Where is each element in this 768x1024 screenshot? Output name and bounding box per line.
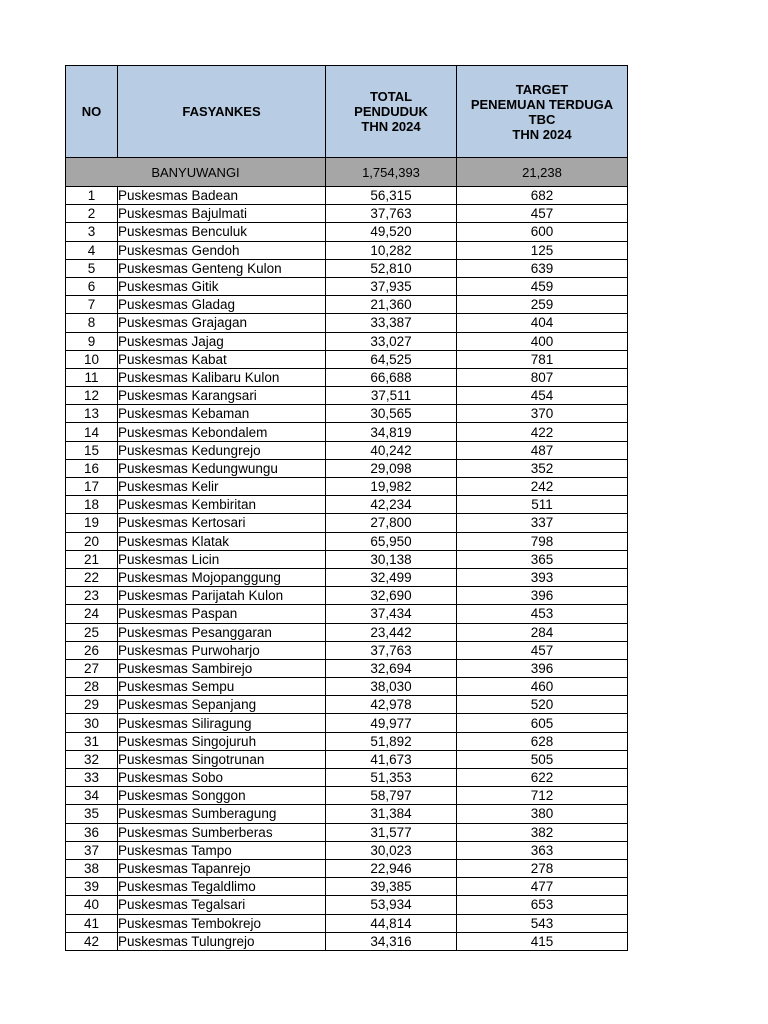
table-row [66,459,628,477]
row-fasyankes: Puskesmas Sepanjang [118,696,326,714]
row-no: 36 [66,823,118,841]
table-row [66,296,628,314]
row-fasyankes: Puskesmas Tegalsari [118,896,326,914]
row-total-penduduk: 58,797 [326,787,457,805]
table-row [66,478,628,496]
row-fasyankes: Puskesmas Kabat [118,350,326,368]
row-no: 27 [66,659,118,677]
row-total-penduduk: 51,353 [326,769,457,787]
table-row [66,659,628,677]
row-target: 605 [457,714,628,732]
header-fasyankes: FASYANKES [118,66,326,158]
row-total-penduduk: 52,810 [326,259,457,277]
row-total-penduduk: 49,520 [326,223,457,241]
row-target: 415 [457,932,628,950]
row-fasyankes: Puskesmas Gladag [118,296,326,314]
table-row [66,714,628,732]
row-target: 682 [457,187,628,205]
row-no: 3 [66,223,118,241]
table-row [66,332,628,350]
header-no: NO [66,66,118,158]
row-no: 15 [66,441,118,459]
table-row [66,277,628,295]
row-no: 1 [66,187,118,205]
row-no: 33 [66,769,118,787]
row-total-penduduk: 49,977 [326,714,457,732]
summary-total-penduduk: 1,754,393 [326,158,457,187]
facility-rows [66,187,628,951]
row-no: 14 [66,423,118,441]
summary-target: 21,238 [457,158,628,187]
row-no: 24 [66,605,118,623]
row-no: 40 [66,896,118,914]
row-fasyankes: Puskesmas Kembiritan [118,496,326,514]
table-row [66,787,628,805]
row-total-penduduk: 29,098 [326,459,457,477]
table-row [66,750,628,768]
row-total-penduduk: 44,814 [326,914,457,932]
row-fasyankes: Puskesmas Tulungrejo [118,932,326,950]
table-row [66,423,628,441]
table-row [66,914,628,932]
row-fasyankes: Puskesmas Kebondalem [118,423,326,441]
summary-row [66,158,628,187]
table-row [66,641,628,659]
row-no: 16 [66,459,118,477]
row-total-penduduk: 37,935 [326,277,457,295]
row-target: 242 [457,478,628,496]
row-target: 382 [457,823,628,841]
row-fasyankes: Puskesmas Grajagan [118,314,326,332]
row-no: 7 [66,296,118,314]
row-no: 26 [66,641,118,659]
row-target: 259 [457,296,628,314]
row-target: 404 [457,314,628,332]
row-target: 400 [457,332,628,350]
row-fasyankes: Puskesmas Sempu [118,678,326,696]
row-total-penduduk: 23,442 [326,623,457,641]
table-row [66,568,628,586]
table-row [66,805,628,823]
row-target: 505 [457,750,628,768]
row-target: 460 [457,678,628,696]
row-fasyankes: Puskesmas Singojuruh [118,732,326,750]
table-row [66,259,628,277]
row-total-penduduk: 40,242 [326,441,457,459]
table-row [66,605,628,623]
row-no: 34 [66,787,118,805]
row-target: 393 [457,568,628,586]
table-row [66,623,628,641]
row-fasyankes: Puskesmas Kalibaru Kulon [118,368,326,386]
row-no: 21 [66,550,118,568]
row-no: 6 [66,277,118,295]
row-no: 9 [66,332,118,350]
row-total-penduduk: 37,763 [326,205,457,223]
table-row [66,896,628,914]
table-row [66,496,628,514]
row-total-penduduk: 64,525 [326,350,457,368]
table-row [66,823,628,841]
row-target: 125 [457,241,628,259]
row-no: 17 [66,478,118,496]
row-no: 42 [66,932,118,950]
table-row [66,532,628,550]
row-no: 23 [66,587,118,605]
table-row [66,387,628,405]
row-fasyankes: Puskesmas Kebaman [118,405,326,423]
row-target: 453 [457,605,628,623]
header-target-line: THN 2024 [512,126,572,142]
row-target: 520 [457,696,628,714]
row-no: 32 [66,750,118,768]
row-target: 457 [457,205,628,223]
tbc-target-table [65,65,628,951]
row-total-penduduk: 37,511 [326,387,457,405]
row-target: 600 [457,223,628,241]
row-target: 370 [457,405,628,423]
row-no: 12 [66,387,118,405]
row-fasyankes: Puskesmas Kelir [118,478,326,496]
header-row [66,66,628,158]
row-target: 457 [457,641,628,659]
row-target: 396 [457,587,628,605]
row-total-penduduk: 34,316 [326,932,457,950]
row-no: 25 [66,623,118,641]
row-total-penduduk: 32,694 [326,659,457,677]
header-total-penduduk-line: THN 2024 [361,119,421,134]
row-target: 396 [457,659,628,677]
row-no: 37 [66,841,118,859]
row-target: 628 [457,732,628,750]
table-row [66,205,628,223]
row-target: 352 [457,459,628,477]
row-target: 365 [457,550,628,568]
row-total-penduduk: 66,688 [326,368,457,386]
row-total-penduduk: 37,434 [326,605,457,623]
row-total-penduduk: 65,950 [326,532,457,550]
header-target [457,66,628,158]
table-row [66,678,628,696]
table-row [66,769,628,787]
row-total-penduduk: 34,819 [326,423,457,441]
row-target: 543 [457,914,628,932]
row-no: 30 [66,714,118,732]
table-row [66,441,628,459]
row-fasyankes: Puskesmas Klatak [118,532,326,550]
table-row [66,241,628,259]
table-row [66,350,628,368]
row-target: 798 [457,532,628,550]
row-total-penduduk: 31,384 [326,805,457,823]
row-total-penduduk: 30,138 [326,550,457,568]
row-fasyankes: Puskesmas Pesanggaran [118,623,326,641]
header-target-line: TBC [528,111,556,127]
row-fasyankes: Puskesmas Parijatah Kulon [118,587,326,605]
header-target-line: TARGET [515,81,569,97]
row-fasyankes: Puskesmas Gendoh [118,241,326,259]
row-target: 278 [457,859,628,877]
row-total-penduduk: 27,800 [326,514,457,532]
row-total-penduduk: 39,385 [326,878,457,896]
row-fasyankes: Puskesmas Purwoharjo [118,641,326,659]
row-total-penduduk: 31,577 [326,823,457,841]
row-fasyankes: Puskesmas Licin [118,550,326,568]
row-target: 477 [457,878,628,896]
row-target: 511 [457,496,628,514]
row-total-penduduk: 37,763 [326,641,457,659]
row-fasyankes: Puskesmas Sumberagung [118,805,326,823]
row-total-penduduk: 32,499 [326,568,457,586]
row-fasyankes: Puskesmas Tegaldlimo [118,878,326,896]
row-no: 38 [66,859,118,877]
row-fasyankes: Puskesmas Mojopanggung [118,568,326,586]
row-fasyankes: Puskesmas Badean [118,187,326,205]
row-target: 781 [457,350,628,368]
row-target: 284 [457,623,628,641]
table-row [66,550,628,568]
row-total-penduduk: 41,673 [326,750,457,768]
table-row [66,932,628,950]
row-fasyankes: Puskesmas Bajulmati [118,205,326,223]
row-target: 807 [457,368,628,386]
row-total-penduduk: 10,282 [326,241,457,259]
row-no: 11 [66,368,118,386]
row-total-penduduk: 22,946 [326,859,457,877]
row-target: 653 [457,896,628,914]
row-no: 5 [66,259,118,277]
row-fasyankes: Puskesmas Kertosari [118,514,326,532]
header-total-penduduk-line: PENDUDUK [354,104,428,119]
row-no: 4 [66,241,118,259]
row-no: 39 [66,878,118,896]
row-fasyankes: Puskesmas Kedungwungu [118,459,326,477]
row-total-penduduk: 53,934 [326,896,457,914]
row-fasyankes: Puskesmas Tembokrejo [118,914,326,932]
summary-label: BANYUWANGI [66,158,326,187]
row-fasyankes: Puskesmas Songgon [118,787,326,805]
row-fasyankes: Puskesmas Karangsari [118,387,326,405]
row-no: 31 [66,732,118,750]
row-total-penduduk: 42,978 [326,696,457,714]
row-no: 8 [66,314,118,332]
row-no: 18 [66,496,118,514]
table-row [66,405,628,423]
row-total-penduduk: 30,565 [326,405,457,423]
row-target: 363 [457,841,628,859]
row-fasyankes: Puskesmas Jajag [118,332,326,350]
row-total-penduduk: 42,234 [326,496,457,514]
row-fasyankes: Puskesmas Gitik [118,277,326,295]
header-target-line: PENEMUAN TERDUGA [470,96,614,112]
row-no: 19 [66,514,118,532]
row-target: 459 [457,277,628,295]
row-target: 487 [457,441,628,459]
row-total-penduduk: 33,387 [326,314,457,332]
row-fasyankes: Puskesmas Singotrunan [118,750,326,768]
table-row [66,314,628,332]
row-fasyankes: Puskesmas Benculuk [118,223,326,241]
row-target: 380 [457,805,628,823]
row-target: 337 [457,514,628,532]
row-target: 622 [457,769,628,787]
row-fasyankes: Puskesmas Sobo [118,769,326,787]
row-target: 712 [457,787,628,805]
row-total-penduduk: 19,982 [326,478,457,496]
table-row [66,187,628,205]
table-row [66,514,628,532]
row-total-penduduk: 38,030 [326,678,457,696]
row-fasyankes: Puskesmas Tampo [118,841,326,859]
header-total-penduduk [326,66,457,158]
row-target: 454 [457,387,628,405]
row-no: 13 [66,405,118,423]
row-no: 28 [66,678,118,696]
row-fasyankes: Puskesmas Sambirejo [118,659,326,677]
table-row [66,587,628,605]
row-no: 20 [66,532,118,550]
row-fasyankes: Puskesmas Paspan [118,605,326,623]
table-row [66,223,628,241]
row-total-penduduk: 33,027 [326,332,457,350]
header-total-penduduk-line: TOTAL [369,89,413,104]
table-row [66,696,628,714]
row-no: 41 [66,914,118,932]
table-row [66,841,628,859]
row-target: 639 [457,259,628,277]
row-total-penduduk: 32,690 [326,587,457,605]
row-total-penduduk: 56,315 [326,187,457,205]
row-no: 35 [66,805,118,823]
row-fasyankes: Puskesmas Siliragung [118,714,326,732]
row-total-penduduk: 30,023 [326,841,457,859]
row-total-penduduk: 51,892 [326,732,457,750]
row-fasyankes: Puskesmas Tapanrejo [118,859,326,877]
row-no: 29 [66,696,118,714]
table-row [66,368,628,386]
row-target: 422 [457,423,628,441]
row-fasyankes: Puskesmas Genteng Kulon [118,259,326,277]
row-fasyankes: Puskesmas Sumberberas [118,823,326,841]
table-row [66,859,628,877]
table-row [66,732,628,750]
row-no: 22 [66,568,118,586]
table-row [66,878,628,896]
row-no: 10 [66,350,118,368]
row-total-penduduk: 21,360 [326,296,457,314]
row-no: 2 [66,205,118,223]
row-fasyankes: Puskesmas Kedungrejo [118,441,326,459]
